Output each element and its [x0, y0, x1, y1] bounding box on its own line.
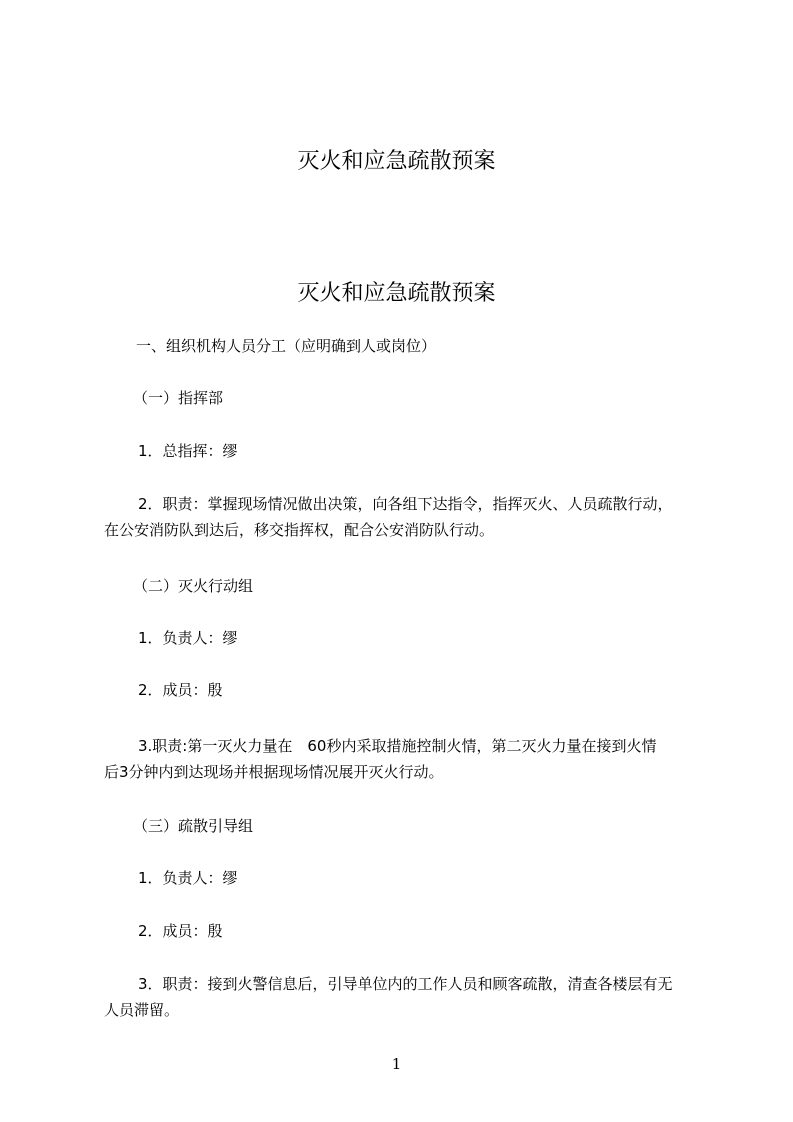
- firefighting-duties-paragraph: [104, 733, 694, 785]
- section-heading-organization: 一、组织机构人员分工（应明确到人或岗位）: [136, 337, 437, 355]
- firefighting-leader-line: 1．负责人：缪: [138, 629, 238, 647]
- evacuation-duties-line-2: 人员滞留。: [104, 1001, 180, 1019]
- evacuation-duties-line-1: 3．职责：接到火警信息后，引导单位内的工作人员和顾客疏散，清查各楼层有无: [138, 975, 673, 993]
- page-number: 1: [391, 1055, 402, 1073]
- cover-title: 灭火和应急疏散预案: [297, 149, 496, 174]
- firefighting-members-line: 2．成员：殷: [138, 681, 223, 699]
- command-duties-line-2: 在公安消防队到达后，移交指挥权，配合公安消防队行动。: [104, 521, 495, 539]
- evacuation-members-line: 2．成员：殷: [138, 922, 223, 940]
- firefighting-duties-line-2: 后3分钟内到达现场并根据现场情况展开灭火行动。: [104, 763, 444, 781]
- command-duties-line-1: 2．职责：掌握现场情况做出决策，向各组下达指令，指挥灭火、人员疏散行动，: [138, 495, 673, 513]
- command-duties-paragraph: [104, 491, 694, 543]
- evacuation-duties-paragraph: [104, 971, 694, 1023]
- document-title: 灭火和应急疏散预案: [297, 281, 496, 306]
- firefighting-duties-line-1: 3.职责:第一灭火力量在 60秒内采取措施控制火情，第二灭火力量在接到火情: [138, 737, 657, 755]
- evacuation-leader-line: 1．负责人：缪: [138, 869, 238, 887]
- group-heading-firefighting: （二）灭火行动组: [133, 577, 254, 595]
- group-heading-command: （一）指挥部: [133, 389, 224, 407]
- commander-line: 1．总指挥：缪: [138, 442, 238, 460]
- group-heading-evacuation: （三）疏散引导组: [133, 817, 254, 835]
